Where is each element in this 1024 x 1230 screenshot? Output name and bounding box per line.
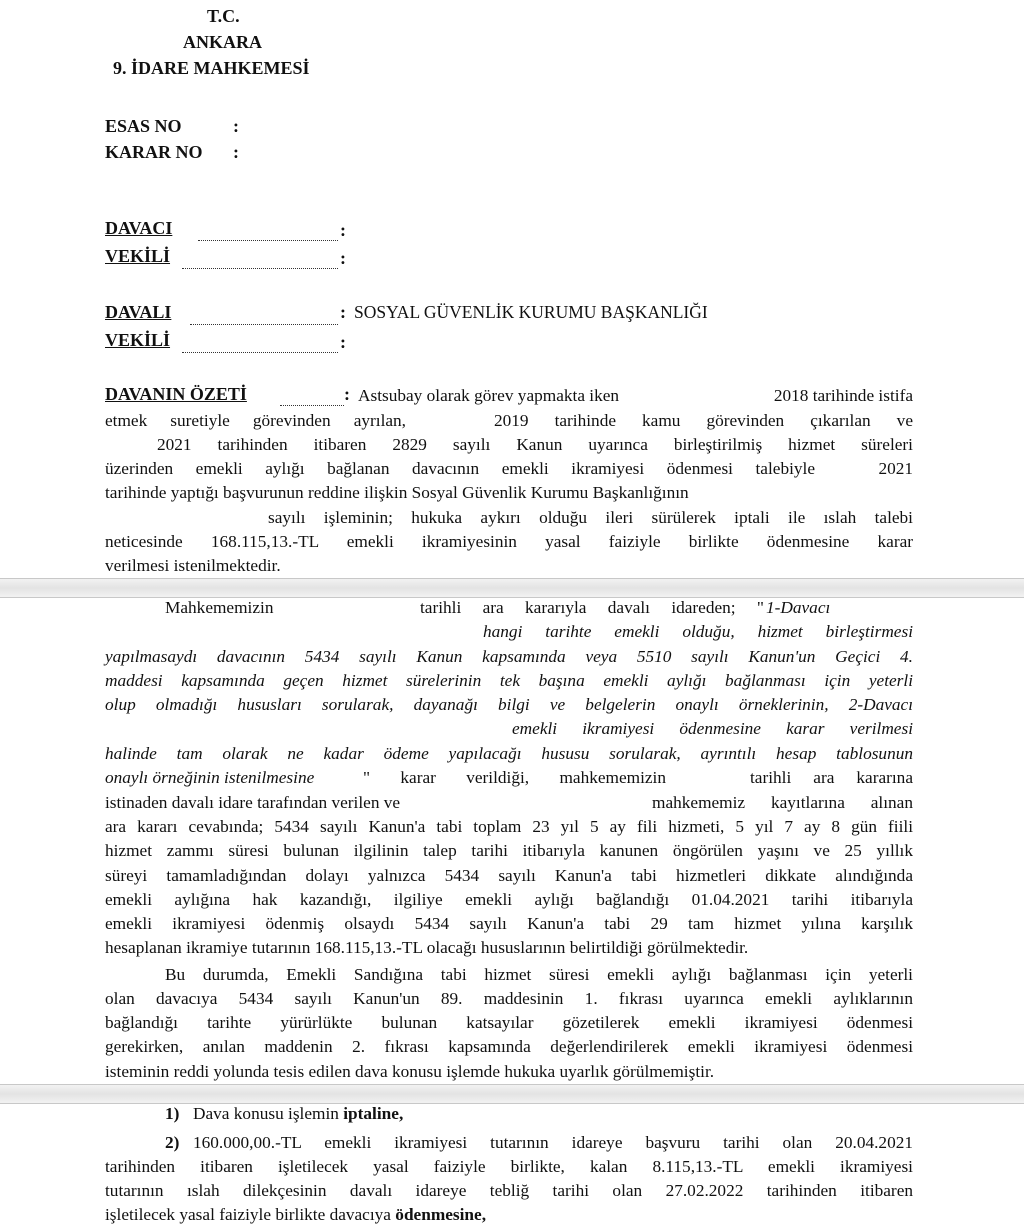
davaci-vekili-dotted-line [182,268,338,269]
decision-item2-line: 160.000,00.-TL emekli ikramiyesi tutarının idareye başvuru tarihi olan 20.04.2021 [193,1133,913,1152]
body-line: emekli ikramiyesi ödenmiş olsaydı 5434 sayılı Kanun'a tabi 29 tam hizmet yılına karşılık [105,914,913,933]
summary-line: tarihinde yaptığı başvurunun reddine ilişkin Sosyal Güvenlik Kurumu Başkanlığının [105,483,689,502]
body-line: olan davacıya 5434 sayılı Kanun'un 89. maddesinin 1. fıkrası uyarınca emekli aylıklarının [105,989,913,1008]
decision-item2-line: işletilecek yasal faiziyle birlikte davacıya ödenmesine, [105,1205,487,1224]
body-line-italic: olup olmadığı hususları sorularak, dayanağı bilgi ve belgelerin onaylı örneklerinin, 2-Davacı [105,695,913,714]
body-line: Bu durumda, Emekli Sandığına tabi hizmet süresi emekli aylığı bağlanması için yeterli [165,965,913,984]
summary-colon: : [344,384,350,404]
page-break-separator [0,1084,1024,1104]
body-line: Mahkememizin [165,598,274,617]
davali-vekili-label: VEKİLİ [105,330,171,350]
body-line-italic: maddesi kapsamında geçen hizmet sürelerinin tek başına emekli aylığı bağlanması için yeterli [105,671,913,690]
karar-no-label: KARAR NO [105,142,203,162]
body-line: ara kararı cevabında; 5434 sayılı Kanun'a tabi toplam 23 yıl 5 ay fili hizmeti, 5 yıl 7 ay 8 gün fiili [105,817,913,836]
davali-vekili-colon: : [340,332,346,352]
davali-label: DAVALI [105,302,172,322]
davaci-vekili-colon: : [340,248,346,268]
esas-no-colon: : [233,116,239,136]
davaci-colon: : [340,220,346,240]
body-line: bağlandığı tarihte yürürlükte bulunan katsayılar gözetilerek emekli ikramiyesi ödenmesi [105,1013,913,1032]
body-line-italic: onaylı örneğinin istenilmesine [105,768,315,787]
summary-line: Astsubay olarak görev yapmakta iken [358,386,620,405]
decision-item2-number: 2) [165,1133,180,1152]
summary-line: üzerinden emekli aylığı bağlanan davacının emekli ikramiyesi ödenmesi talebiyle [105,459,815,478]
davaci-vekili-label: VEKİLİ [105,246,171,266]
body-line: isteminin reddi yolunda tesis edilen dava konusu işlemde hukuka uyarlık görülmemiştir. [105,1062,715,1081]
body-line-italic: emekli ikramiyesi ödenmesine karar verilmesi [512,719,913,738]
davali-dotted-line [190,324,338,325]
davali-value: SOSYAL GÜVENLİK KURUMU BAŞKANLIĞI [354,302,708,322]
body-line: gerekirken, anılan maddenin 2. fıkrası kapsamında değerlendirilerek emekli ikramiyesi ödenmesi [105,1037,913,1056]
body-line-italic: 1-Davacı [766,598,831,617]
summary-line: 2019 tarihinde kamu görevinden çıkarılan ve [494,411,913,430]
summary-label: DAVANIN ÖZETİ [105,384,247,404]
summary-line: sayılı işleminin; hukuka aykırı olduğu ileri sürülerek iptali ile ıslah talebi [268,508,913,527]
body-line-italic: yapılmasaydı davacının 5434 sayılı Kanun kapsamında veya 5510 sayılı Kanun'un Geçici 4. [105,647,913,666]
summary-line: 2018 tarihinde istifa [773,386,913,405]
header-tc: T.C. [207,6,240,26]
summary-line: etmek suretiyle görevinden ayrılan, [105,411,406,430]
summary-line: 2021 [878,459,913,478]
header-court: 9. İDARE MAHKEMESİ [113,58,310,78]
davali-colon: : [340,302,346,322]
decision-item1-number: 1) [165,1104,180,1123]
body-line: emekli aylığına hak kazandığı, ilgiliye emekli aylığı bağlandığı 01.04.2021 tarihi itibarıyla [105,890,913,909]
summary-line: 2021 tarihinden itibaren 2829 sayılı Kanun uyarınca birleştirilmiş hizmet süreleri [157,435,913,454]
body-line: hizmet zammı süresi bulunan ilgilinin talep tarihi itibarıyla kanunen öngörülen yaşını ve 25 yıllık [105,841,913,860]
summary-dotted-line [280,405,344,406]
body-line: hesaplanan ikramiye tutarının 168.115,13.-TL olacağı hususlarının belirtildiği görülmektedir. [105,938,749,957]
decision-item2-line: tarihinden itibaren işletilecek yasal faiziyle birlikte, kalan 8.115,13.-TL emekli ikramiyesi [105,1157,913,1176]
karar-no-colon: : [233,142,239,162]
body-line: " karar verildiği, mahkememizin [363,768,666,787]
decision-item1-text: Dava konusu işlemin iptaline, [193,1104,404,1123]
davaci-dotted-line [198,240,338,241]
davaci-label: DAVACI [105,218,173,238]
body-line-italic: halinde tam olarak ne kadar ödeme yapılacağı hususu sorularak, ayrıntılı hesap tablosunun [105,744,913,763]
page-break-separator [0,578,1024,598]
summary-line: neticesinde 168.115,13.-TL emekli ikramiyesinin yasal faiziyle birlikte ödenmesine karar [105,532,913,551]
decision-item2-line: tutarının ıslah dilekçesinin davalı idareye tebliğ tarihi olan 27.02.2022 tarihinden itibaren [105,1181,913,1200]
body-line-italic: hangi tarihte emekli olduğu, hizmet birleştirmesi [483,622,913,641]
header-city: ANKARA [183,32,262,52]
body-line: istinaden davalı idare tarafından verilen ve [105,793,401,812]
body-line: mahkememiz kayıtlarına alınan [652,793,913,812]
davali-vekili-dotted-line [182,352,338,353]
body-line: tarihli ara kararıyla davalı idareden; " [420,598,764,617]
body-line: tarihli ara kararına [750,768,913,787]
body-line: süreyi tamamladığından dolayı yalnızca 5434 sayılı Kanun'a tabi hizmetleri dikkate alındığında [105,866,913,885]
esas-no-label: ESAS NO [105,116,182,136]
summary-line: verilmesi istenilmektedir. [105,556,281,575]
